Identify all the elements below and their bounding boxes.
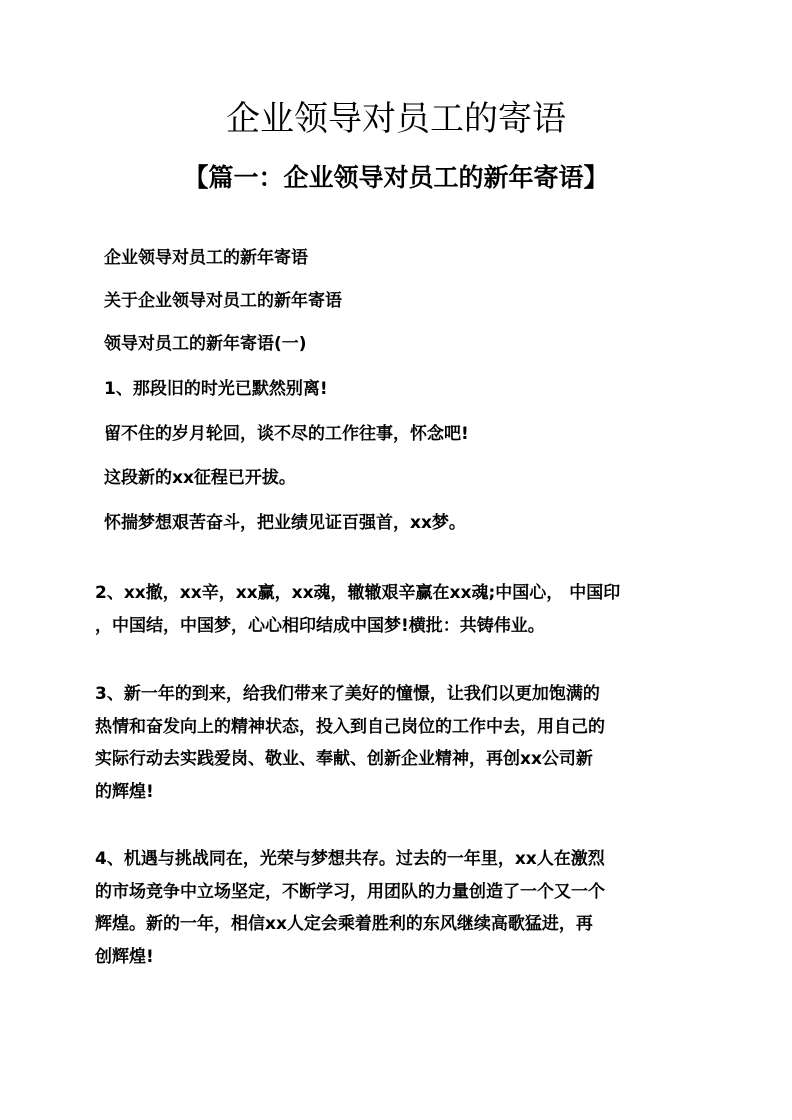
paragraph-item-4: [95, 843, 705, 974]
paragraph-item-3: [95, 678, 705, 809]
item2-line-1: 2、xx撤，xx辛，xx赢，xx魂，辙辙艰辛赢在xx魂;中国心， 中国印: [95, 583, 621, 603]
paragraph-item-2: [95, 577, 705, 642]
document-title: 企业领导对员工的寄语: [226, 99, 566, 139]
document-subtitle: 【篇一：企业领导对员工的新年寄语】: [183, 163, 609, 192]
heading-line-3: 领导对员工的新年寄语(一): [104, 334, 307, 354]
item4-line-3: 辉煌。新的一年，相信xx人定会乘着胜利的东风继续高歌猛进，再: [95, 914, 593, 935]
item4-line-1: 4、机遇与挑战同在，光荣与梦想共存。过去的一年里，xx人在激烈: [95, 849, 605, 869]
item3-line-2: 热情和奋发向上的精神状态，投入到自己岗位的工作中去，用自己的: [95, 716, 605, 737]
heading-line-1: 企业领导对员工的新年寄语: [104, 248, 308, 268]
item3-line-3: 实际行动去实践爱岗、敬业、奉献、创新企业精神，再创xx公司新: [95, 749, 593, 770]
item1-line-3: 这段新的xx征程已开拔。: [104, 468, 296, 488]
item1-line-2: 留不住的岁月轮回，谈不尽的工作往事，怀念吧!: [104, 424, 469, 444]
item2-line-2: ，中国结，中国梦，心心相印结成中国梦!横批：共铸伟业。: [95, 615, 545, 636]
item3-line-4: 的辉煌!: [95, 782, 154, 803]
item3-line-1: 3、新一年的到来，给我们带来了美好的憧憬，让我们以更加饱满的: [95, 684, 600, 704]
item4-line-4: 创辉煌!: [95, 947, 154, 968]
heading-line-2: 关于企业领导对员工的新年寄语: [104, 291, 342, 311]
item1-line-4: 怀揣梦想艰苦奋斗，把业绩见证百强首，xx梦。: [104, 513, 466, 533]
item4-line-2: 的市场竞争中立场坚定，不断学习，用团队的力量创造了一个又一个: [95, 881, 605, 902]
item1-line-1: 1、那段旧的时光已默然别离!: [104, 379, 328, 399]
